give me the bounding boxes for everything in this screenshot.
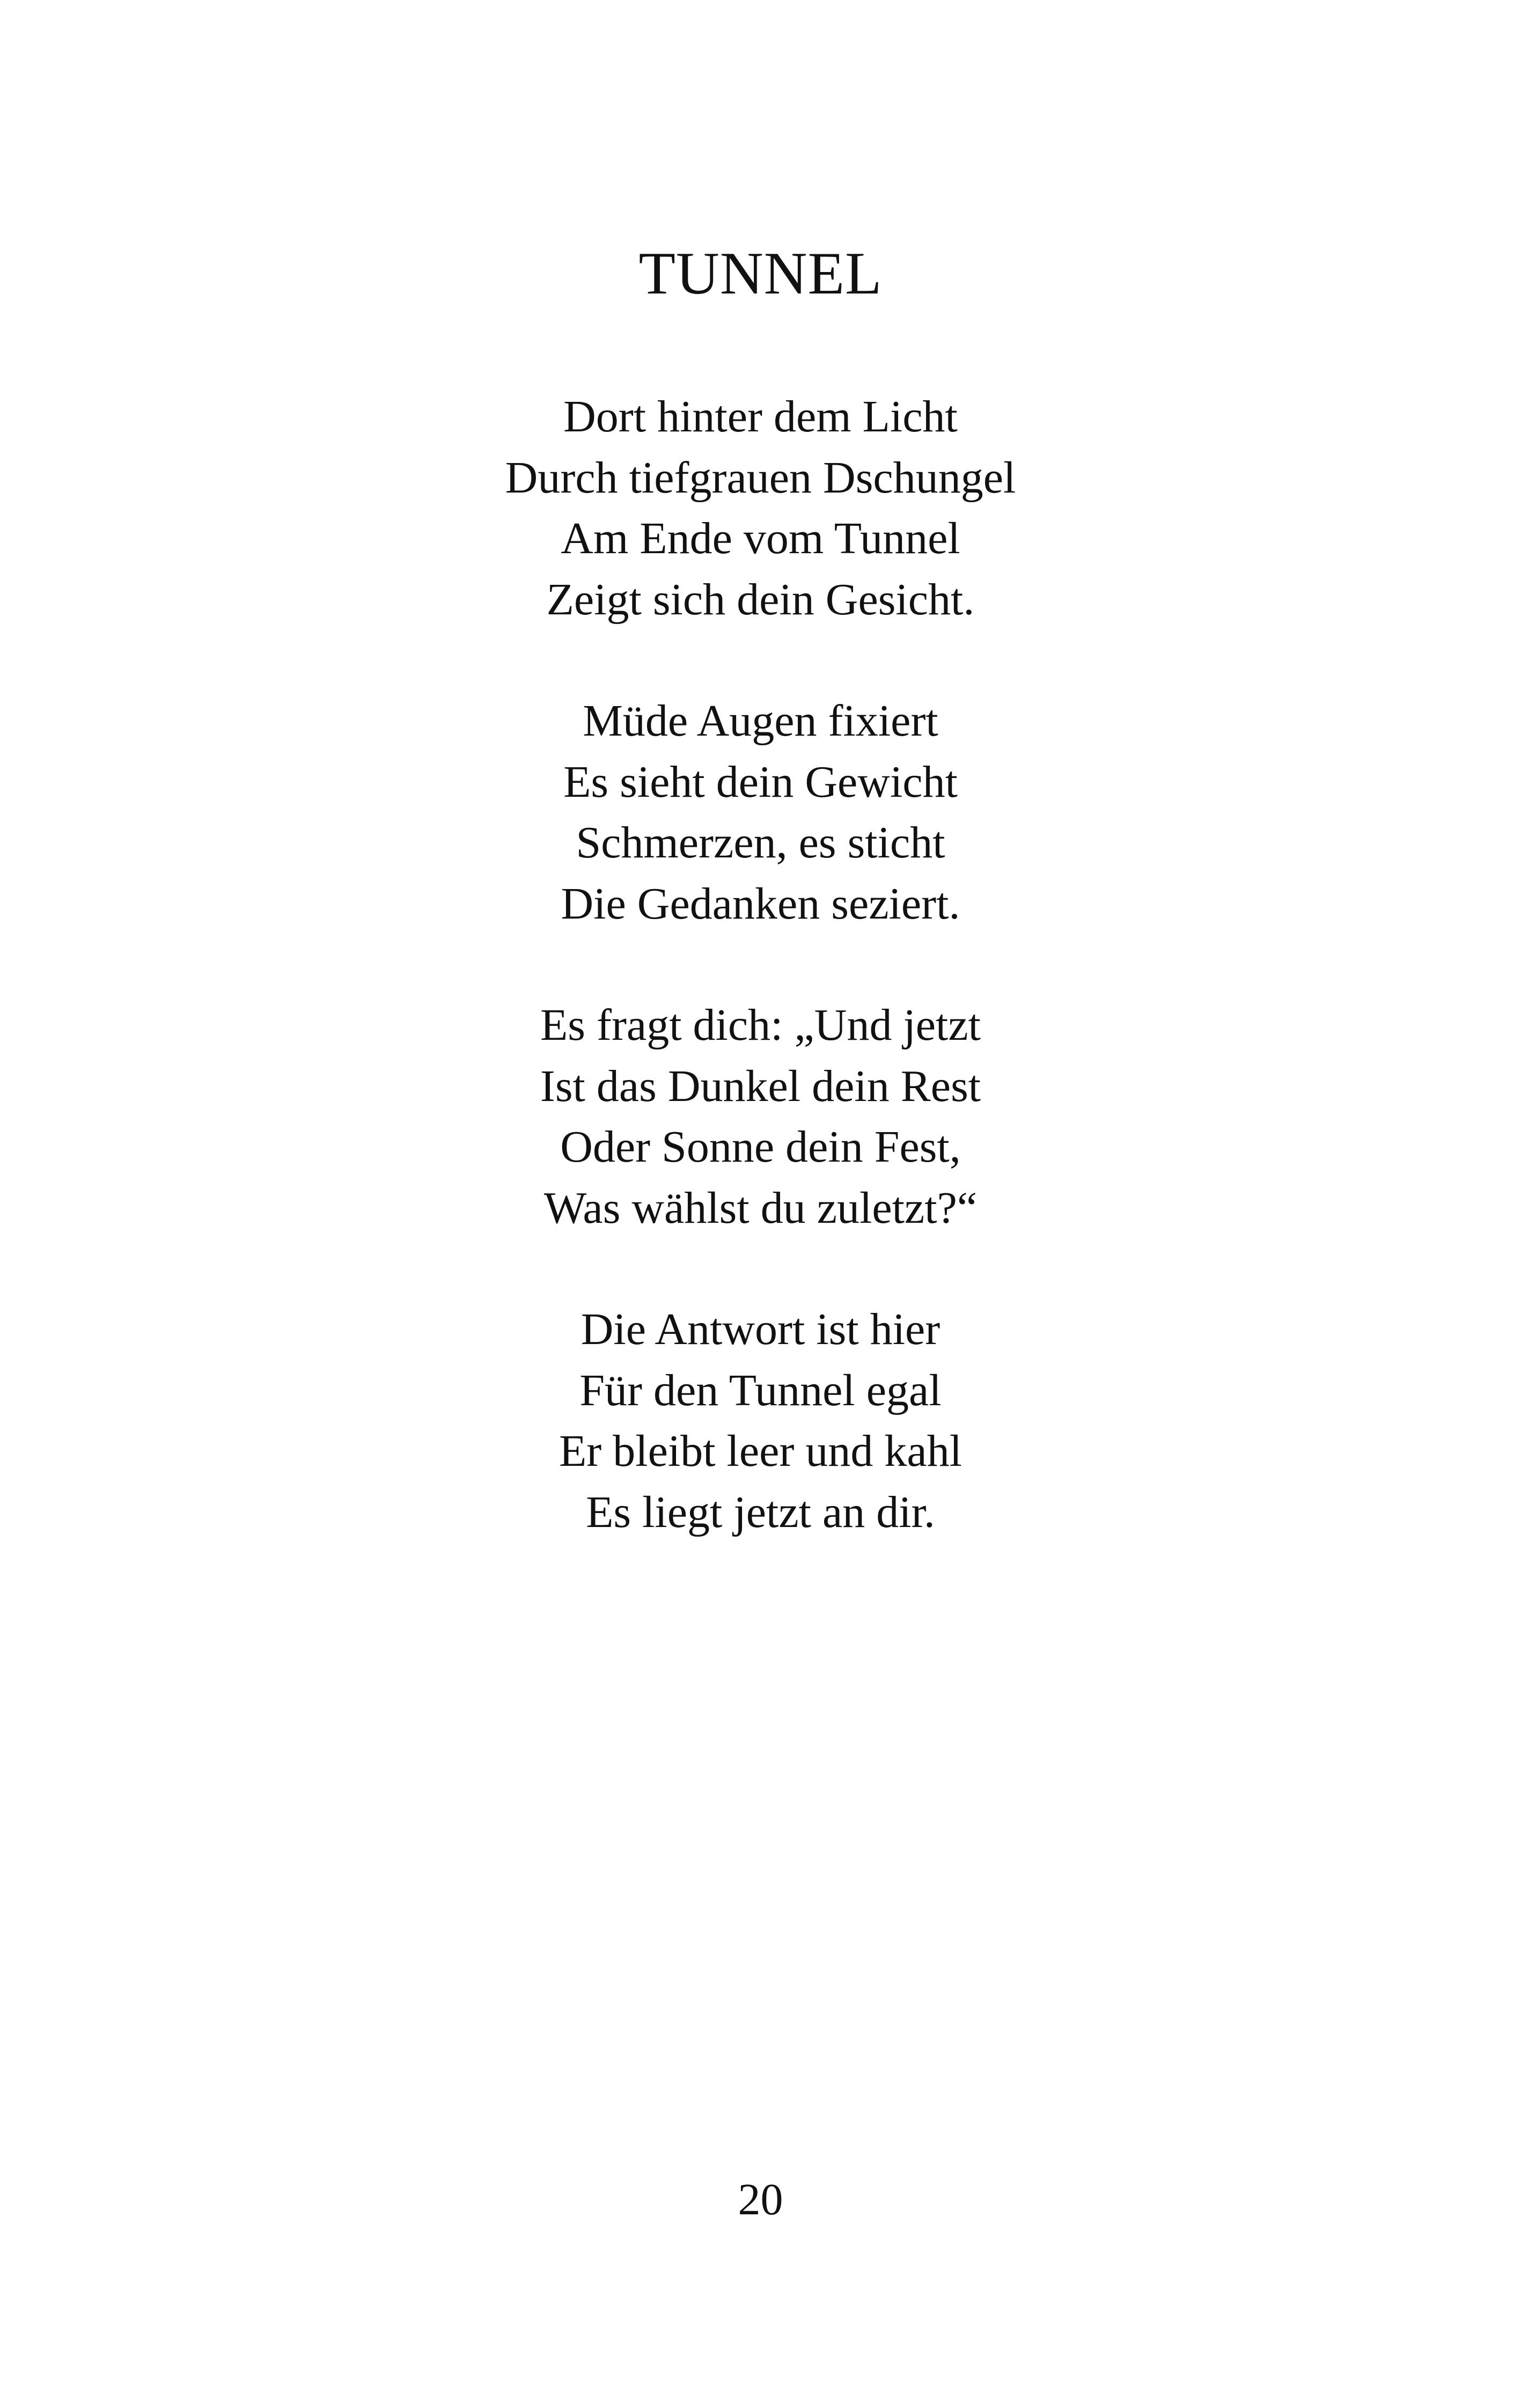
stanza-2 <box>0 691 1521 934</box>
poem-line: Er bleibt leer und kahl <box>559 1426 962 1476</box>
poem-line: Müde Augen fixiert <box>583 696 938 746</box>
poem-line: Oder Sonne dein Fest, <box>560 1122 961 1172</box>
page-number: 20 <box>738 2175 783 2225</box>
poem-line: Ist das Dunkel dein Rest <box>540 1061 981 1111</box>
poem-line: Schmerzen, es sticht <box>576 818 945 868</box>
poem-line: Zeigt sich dein Gesicht. <box>546 574 975 625</box>
poem-title: TUNNEL <box>638 240 883 307</box>
stanza-1 <box>0 386 1521 630</box>
poem-line: Die Antwort ist hier <box>581 1304 940 1354</box>
poem-line: Es sieht dein Gewicht <box>563 757 958 807</box>
poem-line: Die Gedanken seziert. <box>561 878 960 929</box>
poem-line: Dort hinter dem Licht <box>563 392 958 442</box>
poem-line: Am Ende vom Tunnel <box>561 513 960 563</box>
poem-line: Was wählst du zuletzt?“ <box>543 1183 978 1233</box>
poem-line: Durch tiefgrauen Dschungel <box>505 452 1016 503</box>
poem-body <box>0 386 1521 1603</box>
poem-line: Es fragt dich: „Und jetzt <box>540 1000 981 1050</box>
poem-line: Es liegt jetzt an dir. <box>586 1487 935 1537</box>
poem-line: Für den Tunnel egal <box>579 1365 942 1415</box>
stanza-4 <box>0 1299 1521 1543</box>
stanza-3 <box>0 995 1521 1238</box>
